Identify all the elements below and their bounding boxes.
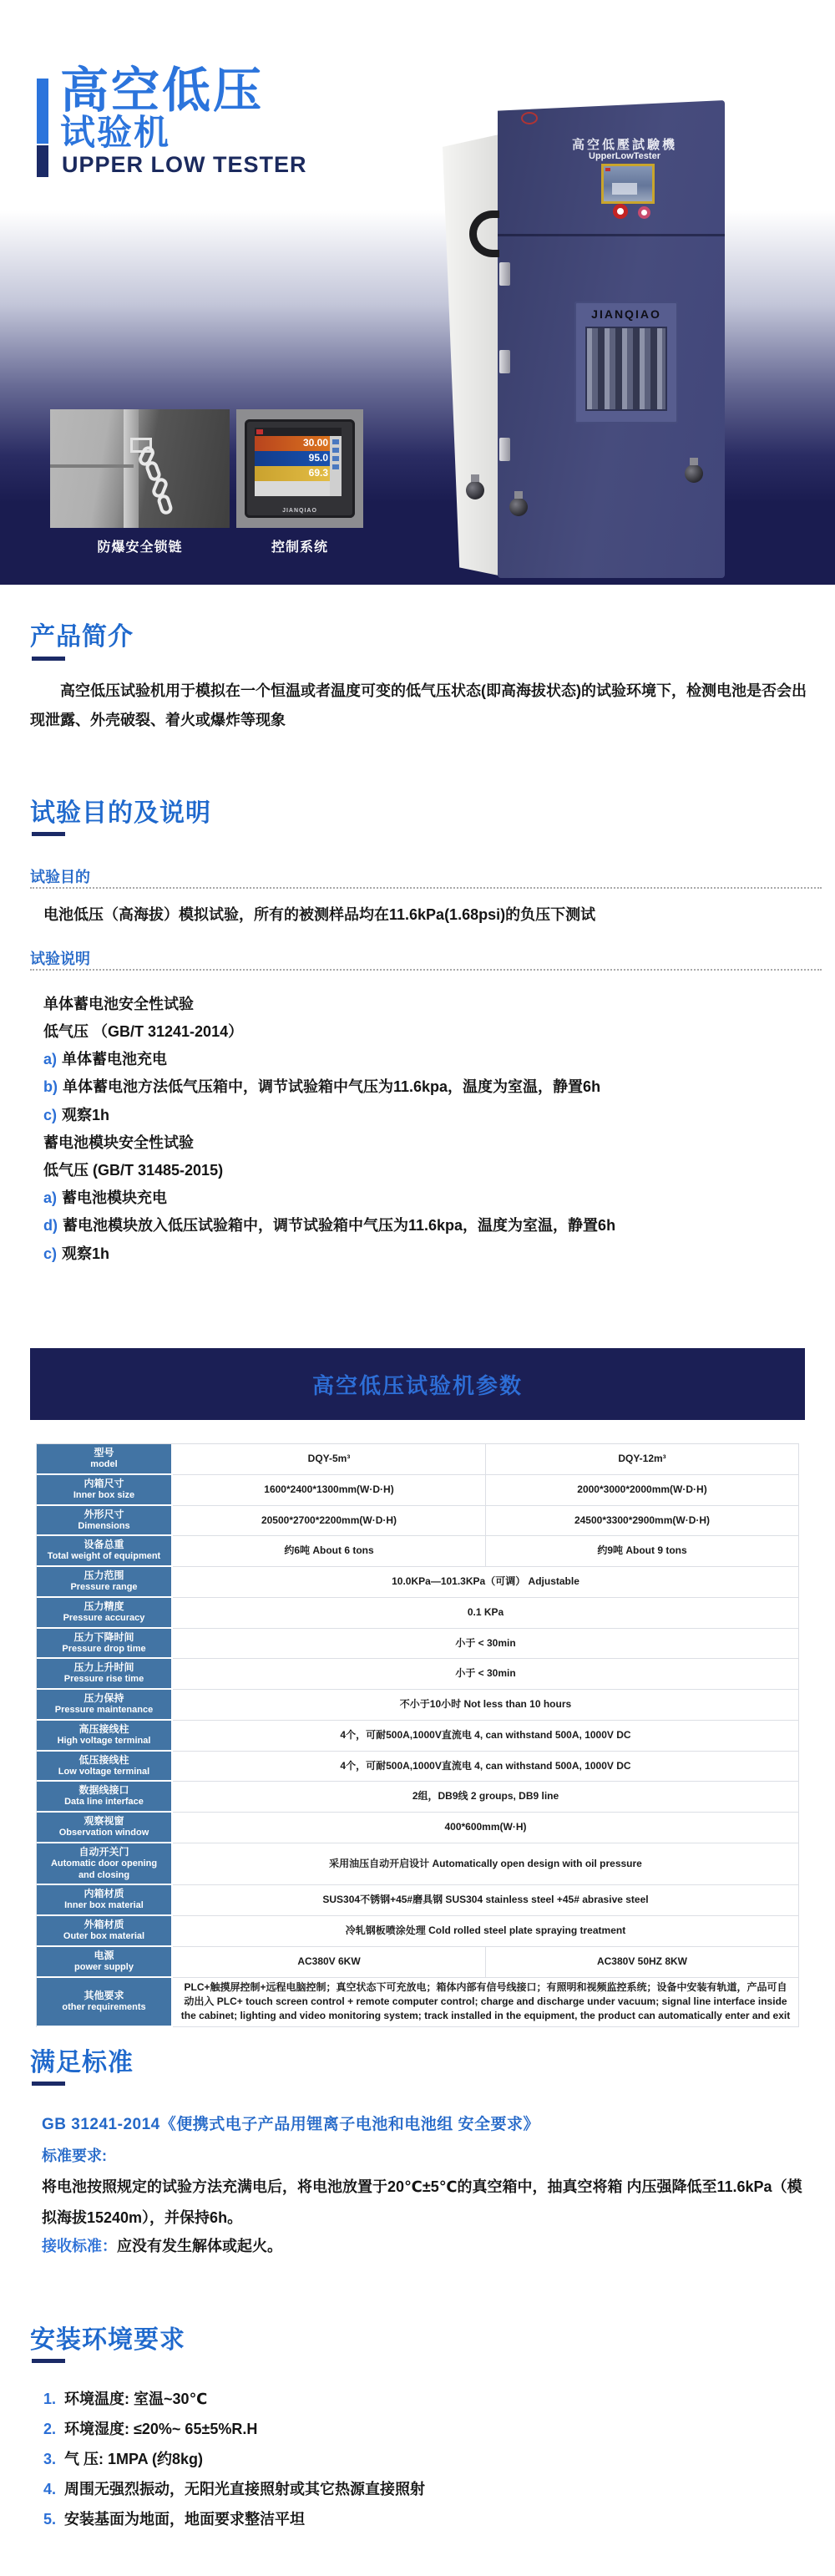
row-header-cn: 设备总重 xyxy=(84,1539,124,1551)
purpose-heading: 试验目的及说明 xyxy=(30,799,211,827)
item-number: 4. xyxy=(43,2481,57,2497)
row-header xyxy=(37,1885,173,1916)
row-value: 10.0KPa—101.3KPa（可调） Adjustable xyxy=(173,1567,799,1598)
machine-hinge xyxy=(499,350,510,373)
row-value: DQY-5m³ xyxy=(173,1444,486,1475)
standards-heading: 满足标准 xyxy=(30,2049,134,2077)
accent-bar-blue xyxy=(37,79,48,144)
item-text: 单体蓄电池充电 xyxy=(62,1051,168,1067)
table-row xyxy=(37,1947,799,1978)
item-number: 1. xyxy=(43,2391,57,2407)
touch-panel-screen xyxy=(255,428,342,496)
row-value: DQY-12m³ xyxy=(486,1444,799,1475)
table-row xyxy=(37,1813,799,1843)
row-header-cn: 压力保持 xyxy=(84,1692,124,1704)
table-row xyxy=(37,1782,799,1813)
control-panel-photo xyxy=(236,409,363,528)
row-header-cn: 外形尺寸 xyxy=(84,1508,124,1520)
row-header-en: Pressure range xyxy=(70,1582,138,1592)
row-header xyxy=(37,1947,173,1978)
row-value: PLC+触摸屏控制+远程电脑控制；真空状态下可充放电；箱体内部有信号线接口；有照明和视频监控系统；设备中安装有轨道，产品可自动出入 PLC+ touch screen control + remote computer control; charge and discharge under vacuum; signal line interface inside the cabinet; lighting and video monitoring system; track installed in the equipment, the product can automatically enter and exit xyxy=(173,1978,799,2027)
row-header-en: Observation window xyxy=(58,1828,149,1838)
params-band xyxy=(30,1348,805,1420)
item-key: a) xyxy=(43,1189,58,1206)
row-header-en: Pressure accuracy xyxy=(63,1612,145,1623)
machine-label-cn: 高空低壓試驗機 xyxy=(571,139,677,152)
params-band-title: 高空低压试验机参数 xyxy=(311,1372,523,1398)
machine-touchscreen xyxy=(601,164,655,204)
machine-door-split xyxy=(498,234,725,236)
row-header-cn: 型号 xyxy=(94,1447,114,1458)
chain-link xyxy=(156,493,175,515)
table-row xyxy=(37,1916,799,1947)
table-row xyxy=(37,1721,799,1752)
install-item-3 xyxy=(43,2447,203,2469)
purpose-sub1-label: 试验目的 xyxy=(30,869,90,885)
row-header xyxy=(37,1506,173,1537)
group1-item-b xyxy=(43,1075,600,1097)
purpose-underline xyxy=(32,832,65,836)
chain-photo-seam xyxy=(50,464,134,468)
intro-heading: 产品简介 xyxy=(30,623,134,651)
row-header xyxy=(37,1916,173,1947)
machine-power-button xyxy=(613,204,628,219)
row-header xyxy=(37,1567,173,1598)
row-header-en: Total weight of equipment xyxy=(47,1551,161,1562)
row-value: 2000*3000*2000mm(W·D·H) xyxy=(486,1475,799,1506)
machine-hinge xyxy=(499,438,510,461)
item-text: 观察1h xyxy=(62,1107,110,1123)
item-text: 安装基面为地面，地面要求整洁平坦 xyxy=(64,2511,306,2528)
row-header xyxy=(37,1843,173,1886)
group2-item-d xyxy=(43,1214,615,1235)
group2-item-a xyxy=(43,1186,167,1208)
table-row xyxy=(37,1444,799,1475)
machine-observation-window xyxy=(574,302,678,423)
row-header xyxy=(37,1978,173,2027)
item-text: 观察1h xyxy=(62,1245,110,1262)
install-item-4 xyxy=(43,2477,425,2499)
row-header-cn: 压力下降时间 xyxy=(73,1630,134,1643)
group2-item-c xyxy=(43,1242,109,1264)
row-header-en: power supply xyxy=(74,1961,134,1972)
machine-logo-icon xyxy=(521,112,538,124)
row-header-cn: 内箱尺寸 xyxy=(84,1477,124,1489)
dotted-divider xyxy=(30,969,822,971)
row-value: 小于 < 30min xyxy=(173,1659,799,1690)
hero-title-cn: 高空低压 xyxy=(60,63,265,118)
row-header xyxy=(37,1444,173,1475)
humidity-value: 95.0 xyxy=(308,452,328,464)
row-header xyxy=(37,1782,173,1813)
item-number: 2. xyxy=(43,2421,57,2437)
chain-photo xyxy=(50,409,230,528)
table-row xyxy=(37,1536,799,1567)
item-text: 周围无强烈振动，无阳光直接照射或其它热源直接照射 xyxy=(64,2481,426,2497)
row-header-cn: 高压接线柱 xyxy=(78,1722,129,1735)
standards-require-body: 将电池按照规定的试验方法充满电后，将电池放置于20℃±5℃的真空箱中，抽真空将箱 内压强降低至11.6kPa（模拟海拔15240m），并保持6h。 xyxy=(42,2178,802,2226)
panel-photo-caption: 控制系统 xyxy=(271,540,328,555)
table-row xyxy=(37,1659,799,1690)
row-value: 20500*2700*2200mm(W·D·H) xyxy=(173,1506,486,1537)
row-header-cn: 其他要求 xyxy=(84,1989,124,2001)
row-header-en: other requirements xyxy=(62,2001,146,2012)
machine-caster xyxy=(509,498,528,516)
row-value: 小于 < 30min xyxy=(173,1629,799,1660)
row-value: 约6吨 About 6 tons xyxy=(173,1536,486,1567)
row-header-en: Pressure drop time xyxy=(62,1643,146,1654)
row-header-cn: 自动开关门 xyxy=(78,1845,129,1858)
row-header-en: Dimensions xyxy=(78,1520,130,1531)
machine-caster xyxy=(466,481,484,499)
row-header-en: Pressure maintenance xyxy=(54,1705,154,1715)
temperature-value: 30.00 xyxy=(302,437,328,449)
row-value: SUS304不锈钢+45#磨具钢 SUS304 stainless steel +45# abrasive steel xyxy=(173,1885,799,1916)
row-header-cn: 压力范围 xyxy=(84,1569,124,1581)
item-key: a) xyxy=(43,1051,58,1067)
table-row xyxy=(37,1475,799,1506)
item-number: 3. xyxy=(43,2451,57,2467)
item-text: 环境湿度: ≤20%~ 65±5%R.H xyxy=(64,2421,258,2437)
item-text: 蓄电池模块放入低压试验箱中，调节试验箱中气压为11.6kpa，温度为室温，静置6h xyxy=(63,1217,616,1234)
intro-underline xyxy=(32,657,65,661)
row-header-en: Pressure rise time xyxy=(63,1674,144,1685)
install-item-2 xyxy=(43,2417,257,2439)
table-row xyxy=(37,1567,799,1598)
touch-panel xyxy=(245,419,355,518)
group1-item-a xyxy=(43,1047,167,1069)
machine-hinge xyxy=(499,262,510,286)
table-row xyxy=(37,1978,799,2027)
row-header-en: Inner box size xyxy=(73,1489,135,1500)
row-value: 24500*3300*2900mm(W·D·H) xyxy=(486,1506,799,1537)
intro-body: 高空低压试验机用于模拟在一个恒温或者温度可变的低气压状态(即高海拔状态)的试验环境下，检测电池是否会出现泄露、外壳破裂、着火或爆炸等现象 xyxy=(30,682,807,728)
row-header-cn: 外箱材质 xyxy=(84,1919,124,1930)
row-header-en: model xyxy=(90,1459,118,1469)
row-value: 冷轧钢板喷涂处理 Cold rolled steel plate spraying treatment xyxy=(173,1916,799,1947)
standards-underline xyxy=(32,2082,65,2086)
machine-label-en: UpperLowTester xyxy=(589,151,660,161)
params-table xyxy=(36,1443,799,2027)
chain-photo-panel xyxy=(124,409,139,528)
row-value: 4个，可耐500A,1000V直流电 4, can withstand 500A, 1000V DC xyxy=(173,1721,799,1752)
chain-photo-caption: 防爆安全锁链 xyxy=(97,540,183,555)
group1-standard: 低气压 （GB/T 31241-2014） xyxy=(43,1023,244,1040)
screen-buttons-column xyxy=(330,436,342,496)
item-text: 蓄电池模块充电 xyxy=(62,1189,168,1206)
row-header xyxy=(37,1721,173,1752)
installation-underline xyxy=(32,2359,65,2363)
machine-side-panel xyxy=(443,134,503,576)
hero-section xyxy=(0,0,835,585)
humidity-row xyxy=(255,451,342,466)
table-row xyxy=(37,1598,799,1629)
row-header-en: Outer box material xyxy=(63,1931,145,1941)
row-header-cn: 数据线接口 xyxy=(78,1784,129,1797)
row-header-en: High voltage terminal xyxy=(57,1735,151,1746)
row-header-cn: 压力上升时间 xyxy=(73,1661,134,1674)
table-row xyxy=(37,1690,799,1721)
table-row xyxy=(37,1506,799,1537)
row-header xyxy=(37,1690,173,1721)
group1-item-c xyxy=(43,1103,109,1125)
item-number: 5. xyxy=(43,2511,57,2528)
install-item-1 xyxy=(43,2387,207,2409)
accent-bar-navy xyxy=(37,145,48,177)
item-key: c) xyxy=(43,1107,58,1123)
table-row xyxy=(37,1752,799,1782)
machine-brand-text: JIANQIAO xyxy=(591,307,661,321)
machine-image xyxy=(441,87,762,588)
machine-window-glass xyxy=(585,327,667,411)
dotted-divider xyxy=(30,887,822,889)
item-key: d) xyxy=(43,1217,58,1234)
machine-caster xyxy=(685,464,703,483)
accept-label: 接收标准： xyxy=(42,2238,117,2254)
install-item-5 xyxy=(43,2508,305,2529)
item-key: b) xyxy=(43,1078,58,1095)
row-header-en: Automatic door opening and closing xyxy=(50,1858,158,1880)
item-text: 气 压: 1MPA (约8kg) xyxy=(64,2451,204,2467)
row-header-en: Data line interface xyxy=(64,1797,144,1808)
row-value: 400*600mm(W·H) xyxy=(173,1813,799,1843)
row-header-cn: 压力精度 xyxy=(84,1600,124,1612)
purpose-sub2-label: 试验说明 xyxy=(30,951,90,967)
row-header xyxy=(37,1598,173,1629)
row-value: AC380V 6KW xyxy=(173,1947,486,1978)
row-value: 约9吨 About 9 tons xyxy=(486,1536,799,1567)
group2-standard: 低气压 (GB/T 31485-2015) xyxy=(43,1162,224,1179)
standards-gb-line: GB 31241-2014《便携式电子产品用锂离子电池和电池组 安全要求》 xyxy=(42,2116,539,2133)
row-header xyxy=(37,1752,173,1782)
hero-title-en: UPPER LOW TESTER xyxy=(62,152,307,177)
row-header xyxy=(37,1659,173,1690)
hero-subtitle-cn: 试验机 xyxy=(60,113,171,152)
group1-title: 单体蓄电池安全性试验 xyxy=(43,996,194,1012)
row-header-cn: 电源 xyxy=(94,1949,114,1961)
row-header xyxy=(37,1813,173,1843)
row-header xyxy=(37,1629,173,1660)
row-value: 不小于10小时 Not less than 10 hours xyxy=(173,1690,799,1721)
row-header-cn: 低压接线柱 xyxy=(78,1753,129,1766)
row-value: 1600*2400*1300mm(W·D·H) xyxy=(173,1475,486,1506)
machine-stop-button xyxy=(638,206,650,219)
row-header xyxy=(37,1475,173,1506)
purpose-sub1-body: 电池低压（高海拔）模拟试验，所有的被测样品均在11.6kPa(1.68psi)的负压下测试 xyxy=(43,906,596,923)
standards-accept-line xyxy=(42,2232,814,2261)
table-row xyxy=(37,1885,799,1916)
row-value: AC380V 50HZ 8KW xyxy=(486,1947,799,1978)
row-value: 2组，DB9线 2 groups, DB9 line xyxy=(173,1782,799,1813)
time-row xyxy=(255,466,342,481)
screen-footer xyxy=(255,481,342,496)
row-value: 0.1 KPa xyxy=(173,1598,799,1629)
installation-heading: 安装环境要求 xyxy=(30,2326,185,2354)
time-value: 69.3 xyxy=(308,467,328,479)
row-value: 采用油压自动开启设计 Automatically open design with oil pressure xyxy=(173,1843,799,1886)
row-header-en: Inner box material xyxy=(64,1900,144,1911)
item-key: c) xyxy=(43,1245,58,1262)
row-header-cn: 内箱材质 xyxy=(84,1888,124,1900)
row-header-cn: 观察视窗 xyxy=(84,1815,124,1827)
row-value: 4个，可耐500A,1000V直流电 4, can withstand 500A, 1000V DC xyxy=(173,1752,799,1782)
temperature-row xyxy=(255,436,342,451)
accept-body: 应没有发生解体或起火。 xyxy=(117,2238,282,2254)
item-text: 单体蓄电池方法低气压箱中，调节试验箱中气压为11.6kpa，温度为室温，静置6h xyxy=(63,1078,601,1095)
standards-require-label: 标准要求: xyxy=(42,2148,107,2164)
row-header-en: Low voltage terminal xyxy=(58,1766,150,1777)
panel-brand-text: JIANQIAO xyxy=(282,508,317,514)
screen-titlebar xyxy=(255,428,342,436)
row-header xyxy=(37,1536,173,1567)
item-text: 环境温度: 室温~30℃ xyxy=(64,2391,208,2407)
table-row xyxy=(37,1629,799,1660)
group2-title: 蓄电池模块安全性试验 xyxy=(43,1134,194,1151)
table-row xyxy=(37,1843,799,1886)
